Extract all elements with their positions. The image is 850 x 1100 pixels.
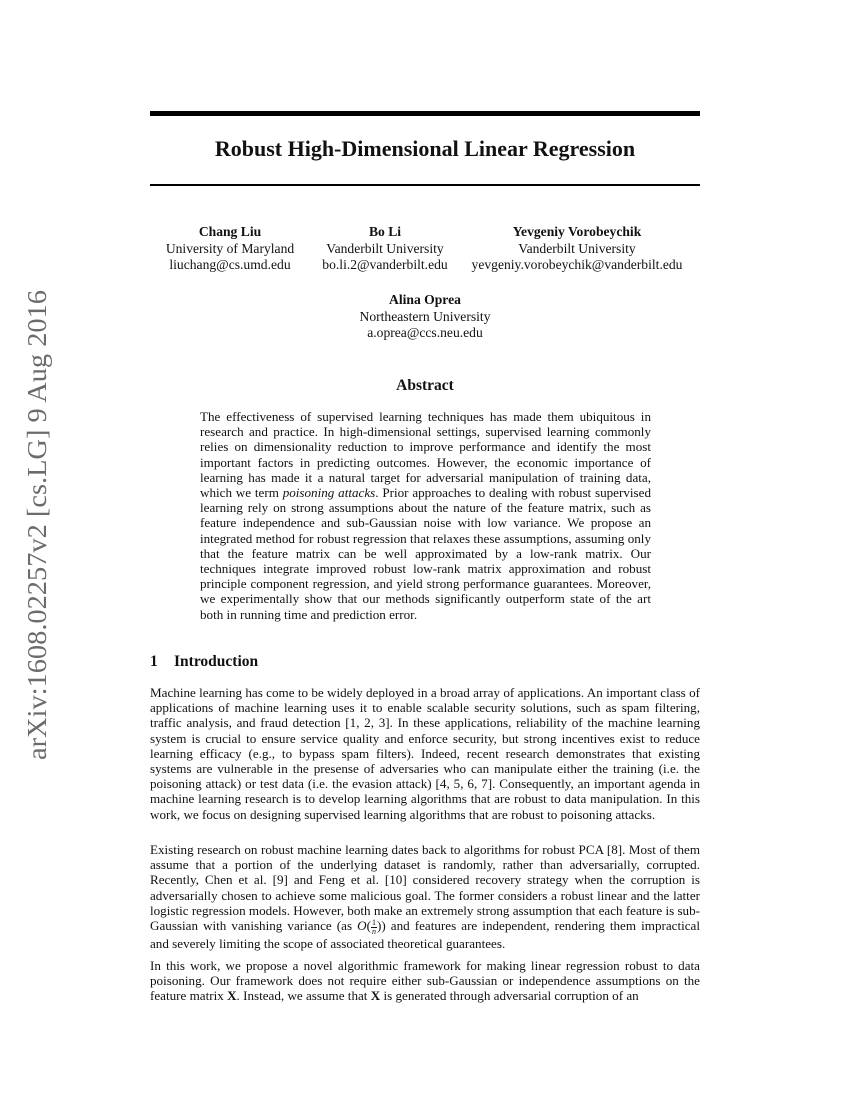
author-block — [325, 292, 525, 342]
math-matrix-x: X — [227, 988, 237, 1004]
abstract-text — [200, 409, 651, 622]
title-rule-bottom — [150, 184, 700, 186]
author-affiliation: Vanderbilt University — [326, 240, 444, 256]
intro-paragraph-3 — [150, 958, 700, 1004]
abstract-text-part: The effectiveness of supervised learning techniques has made them ubiquitous in research and practice. In high-dimensional settings, supervised learning commonly relies on dimensionality reduction to improve performance and identify the most important factors in predicting outcomes. However, the economic importance of learning has made it a natural target for adversarial manipulation of training data, which we term — [200, 409, 651, 501]
author-name: Yevgeniy Vorobeychik — [512, 224, 642, 239]
author-email: a.oprea@ccs.neu.edu — [367, 325, 483, 340]
author-email: liuchang@cs.umd.edu — [169, 257, 291, 272]
math-fraction — [371, 919, 377, 936]
intro-paragraph-2: Existing research on robust machine learning dates back to algorithms for robust PCA [8]. Most of them assume that a portion of the underlying dataset is randomly, rather than adversarially, corrupted. Recently, Chen et al. [9] and Feng et al. [10] considered recovery strategy when the corruption is adversarially chosen to achieve some malicious goal. The former considers a robust linear and the latter logistic regression models. However, both make an extremely strong assumption that each feature is sub-Gaussian with vanishing variance (as O( $\frac{1}{n}$ )) and features are independent, rendering them impractical and severely limiting the scope of associated theoretical guarantees. — [150, 842, 701, 951]
section-number: 1 — [150, 653, 158, 670]
fraction-denominator: n — [371, 926, 376, 936]
paragraph-text-part: is generated through adversarial corruption of an — [380, 988, 639, 1004]
author-name: Bo Li — [368, 224, 402, 239]
arxiv-identifier: arXiv:1608.02257v2 [cs.LG] 9 Aug 2016 — [22, 313, 52, 760]
section-title: Introduction — [174, 653, 259, 670]
author-email: bo.li.2@vanderbilt.edu — [322, 257, 448, 272]
paragraph-text-part: In this work, we propose a novel algorithmic framework for making linear regression robust to data poisoning. Our framework does not require either sub-Gaussian or independence assumptions on the feature matrix — [150, 958, 700, 1004]
paragraph-text-part: Existing research on robust machine learning dates back to algorithms for robust PCA [8]. Most of them assume that a portion of the underlying dataset is randomly, rather than adversarially, corrupted. Recently, Chen et al. [9] and Feng et al. [10] considered recovery strategy when the corruption is adversarially chosen to achieve some malicious goal. The former considers a robust linear and the latter logistic regression models. However, both make an extremely strong assumption that each feature is sub-Gaussian with vanishing variance (as — [150, 842, 700, 934]
author-email: yevgeniy.vorobeychik@vanderbilt.edu — [471, 257, 683, 272]
author-block — [462, 224, 692, 274]
fraction-numerator: 1 — [371, 917, 376, 927]
abstract-emphasis: poisoning attacks — [282, 485, 376, 501]
author-affiliation: University of Maryland — [165, 240, 295, 256]
intro-paragraph-1: Machine learning has come to be widely deployed in a broad array of applications. An important class of applications of machine learning uses it to enable scalable security solutions, such as spam filtering, traffic analysis, and fraud detection [1, 2, 3]. In these applications, reliability of the machine learning system is crucial to ensure service quality and enforce security, but strong incentives exist to reduce learning efficacy (e.g., to bypass spam filters). Indeed, recent research demonstrates that existing systems are vulnerable in the presense of adversaries who can manipulate either the training (i.e. the poisoning attack) or test data (i.e. the evasion attack) [4, 5, 6, 7]. Consequently, an important agenda in machine learning research is to develop learning algorithms that are robust to data manipulation. In this work, we focus on designing supervised learning algorithms that are robust to poisoning attacks. — [150, 685, 700, 822]
abstract-text-part: . Prior approaches to dealing with robust supervised learning rely on strong assumptions about the nature of the feature matrix, such as feature independence and sub-Gaussian noise with low variance. We propose an integrated method for robust regression that relaxes these assumptions, assuming only that the feature matrix can be well approximated by a low-rank matrix. Our techniques integrate improved robust low-rank matrix approximation and robust principle component regression, and yield strong performance guarantees. Moreover, we experimentally show that our methods significantly outperform state of the art both in running time and prediction error. — [200, 485, 651, 622]
author-affiliation: Northeastern University — [359, 308, 491, 324]
math-matrix-x: X — [370, 988, 381, 1004]
title-rule-top — [150, 111, 700, 116]
math-big-o: O — [357, 918, 367, 934]
author-block — [310, 224, 460, 274]
arxiv-identifier-stamp — [12, 290, 60, 770]
paper-title: Robust High-Dimensional Linear Regression — [214, 136, 636, 161]
abstract-heading: Abstract — [396, 377, 454, 394]
section-heading-introduction — [150, 651, 700, 673]
author-name: Chang Liu — [198, 224, 262, 239]
author-affiliation: Vanderbilt University — [518, 240, 636, 256]
author-name: Alina Oprea — [389, 292, 461, 307]
paragraph-text-part: ) and features are independent, rendering them impractical and severely limiting the scope of associated theoretical guarantees. — [150, 918, 701, 951]
author-block — [150, 224, 310, 274]
paragraph-text-part: . Instead, we assume that — [236, 988, 371, 1004]
